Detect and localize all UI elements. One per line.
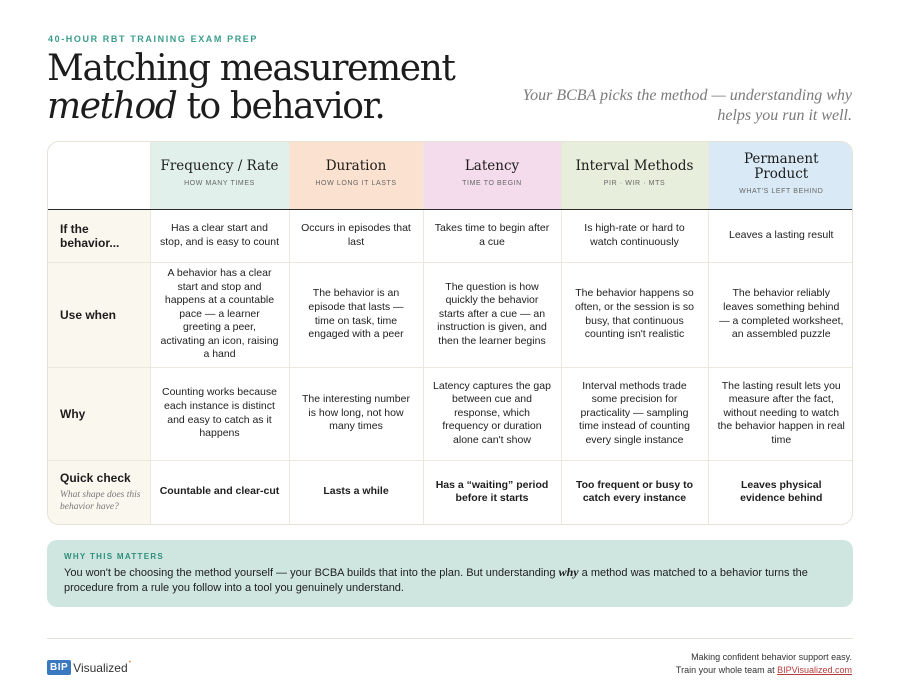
table-cell: The behavior is an episode that lasts — time on task, time engaged with a peer (289, 262, 423, 367)
logo-dot-icon: • (128, 659, 132, 666)
callout-text-end: a method was matched to a behavior turns the procedure from a rule you follow into a tool you genuinely understand. (64, 567, 808, 594)
row-label: Use when (48, 262, 150, 367)
title-line-1: Matching measurement (47, 48, 455, 89)
column-subtitle: TIME TO BEGIN (462, 180, 522, 188)
column-title: Permanent Product (743, 150, 819, 182)
logo-mark: BIP (47, 660, 71, 675)
column-subtitle: HOW LONG IT LASTS (315, 180, 397, 188)
tagline: Your BCBA picks the method — understanding why helps you run it well. (522, 87, 852, 124)
footer-line-2-prefix: Train your whole team at (675, 665, 778, 675)
title-italic-word: method (47, 86, 177, 127)
table-cell: Latency captures the gap between cue and response, which frequency or duration alone can't show (423, 367, 561, 460)
table-cell: The interesting number is how long, not how many times (289, 367, 423, 460)
row-label: If the behavior... (48, 209, 150, 262)
column-title: Interval Methods (575, 158, 694, 175)
footer-text (676, 651, 852, 677)
table-cell: Is high-rate or hard to watch continuously (561, 209, 708, 262)
row-note: What shape does this behavior have? (60, 490, 141, 513)
bip-visualized-logo (47, 660, 131, 675)
column-header-latency (423, 142, 561, 209)
table-cell: Counting works because each instance is distinct and easy to catch as it happens (150, 367, 289, 460)
column-header-interval (561, 142, 708, 209)
footer-line-2 (676, 664, 852, 677)
table-cell: Interval methods trade some precision for practicality — sampling time instead of counting every single instance (561, 367, 708, 460)
table-cell: Has a clear start and stop, and is easy to count (150, 209, 289, 262)
callout-text-start: You won't be choosing the method yourself — your BCBA builds that into the plan. But understanding (64, 567, 559, 579)
callout-label: WHY THIS MATTERS (64, 552, 165, 561)
table-row-use-when (48, 262, 853, 367)
table-header-row (48, 142, 853, 209)
title-line-2 (47, 86, 384, 127)
column-header-duration (289, 142, 423, 209)
callout-text (64, 565, 836, 596)
table-cell: The behavior reliably leaves something behind — a completed worksheet, an assembled puzzle (708, 262, 853, 367)
table-cell: Leaves a lasting result (708, 209, 853, 262)
table-cell: The behavior happens so often, or the session is so busy, that continuous counting isn't realistic (561, 262, 708, 367)
table-cell: Occurs in episodes that last (289, 209, 423, 262)
callout-emphasis: why (558, 565, 579, 579)
table-row-if-the-behavior (48, 209, 853, 262)
column-subtitle: WHAT'S LEFT BEHIND (739, 187, 824, 195)
table-cell: Countable and clear-cut (150, 460, 289, 524)
corner-cell (48, 142, 150, 209)
table-cell: Lasts a while (289, 460, 423, 524)
column-title: Duration (325, 158, 387, 175)
table-cell: The lasting result lets you measure after the fact, without needing to watch the behavior happen in real time (708, 367, 853, 460)
column-header-permanent-product (708, 142, 853, 209)
table-cell: The question is how quickly the behavior starts after a cue — an instruction is given, and then the learner begins (423, 262, 561, 367)
table-row-why (48, 367, 853, 460)
column-title: Latency (464, 158, 520, 175)
why-this-matters-callout (47, 540, 853, 607)
footer-line-1: Making confident behavior support easy. (691, 652, 852, 662)
column-title: Frequency / Rate (160, 158, 279, 175)
table-cell: Has a “waiting” period before it starts (423, 460, 561, 524)
footer-divider (47, 638, 853, 639)
row-label: Why (48, 367, 150, 460)
column-subtitle: HOW MANY TIMES (184, 180, 255, 188)
page-title (47, 50, 455, 126)
website-link[interactable]: BIPVisualized.com (777, 665, 852, 675)
table-cell: A behavior has a clear start and stop and happens at a countable pace — a learner greeting a peer, activating an icon, raising a hand (150, 262, 289, 367)
comparison-table (47, 141, 853, 525)
table-cell: Takes time to begin after a cue (423, 209, 561, 262)
table-row-quick-check (48, 460, 853, 524)
eyebrow-label: 40-HOUR RBT TRAINING EXAM PREP (48, 34, 259, 44)
title-line-2-rest: to behavior. (176, 86, 385, 127)
row-label: Quick check (60, 471, 131, 486)
column-header-frequency (150, 142, 289, 209)
column-subtitle: PIR · WIR · MTS (603, 180, 666, 188)
table-cell: Leaves physical evidence behind (740, 478, 823, 505)
logo-wordmark: Visualized (73, 660, 128, 675)
table-cell: Too frequent or busy to catch every instance (561, 460, 708, 524)
row-label-cell (48, 460, 150, 524)
